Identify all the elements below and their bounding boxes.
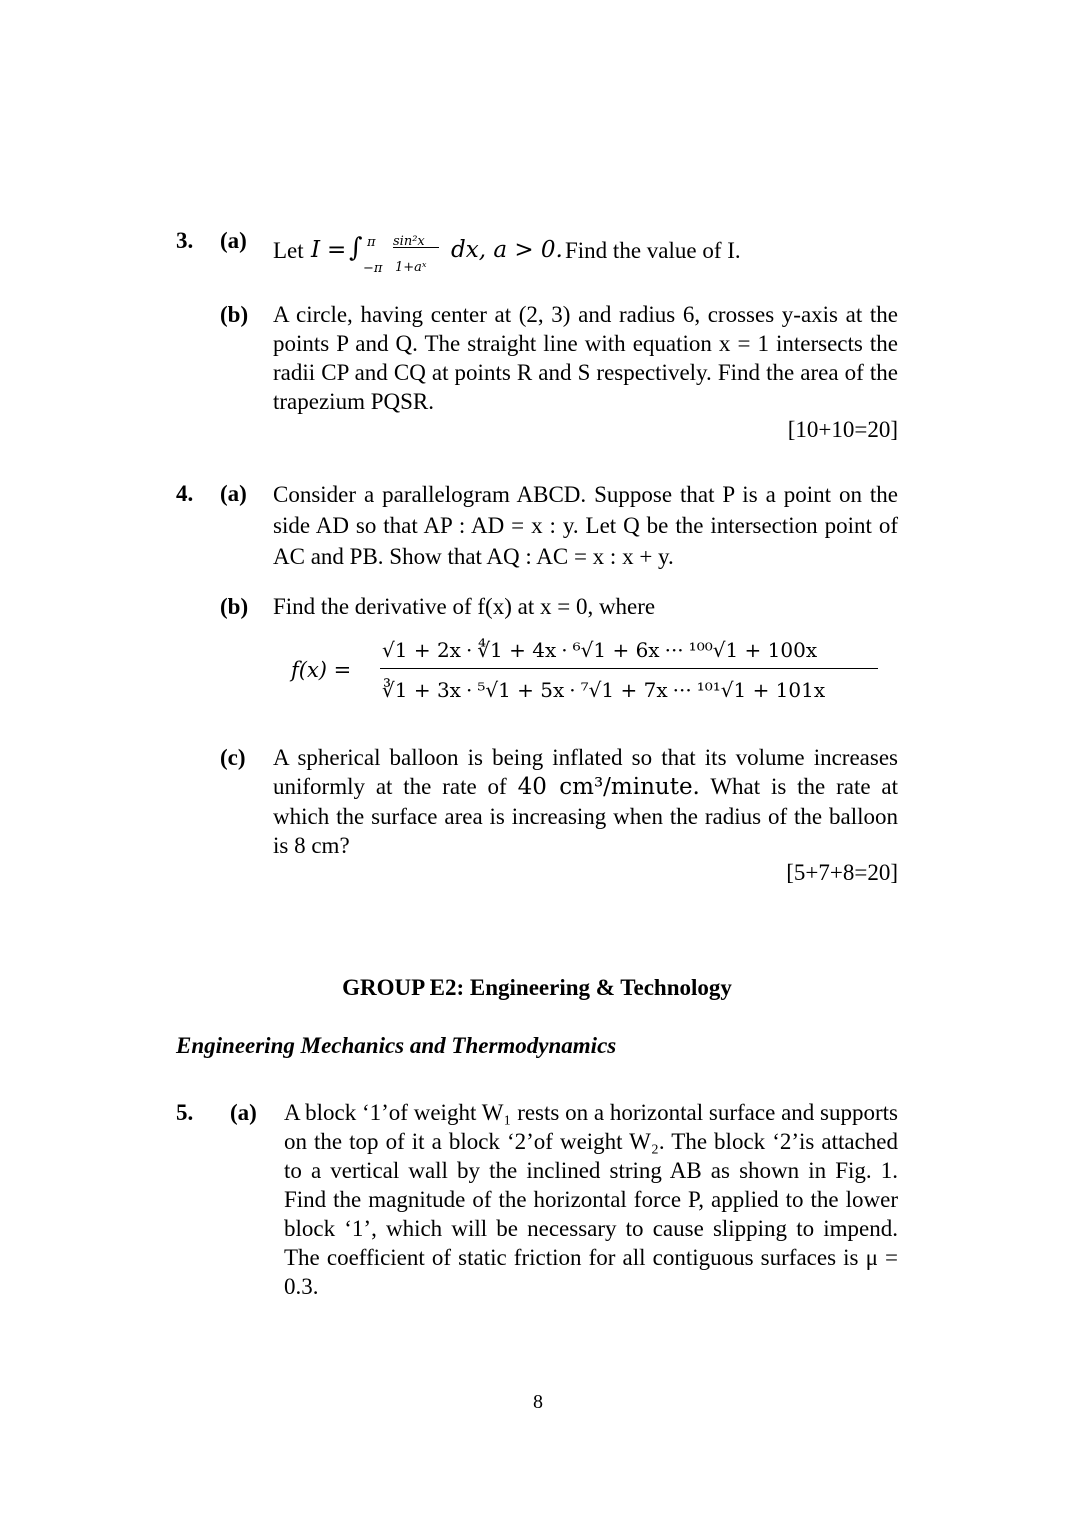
denominator-dot-1: · — [465, 678, 473, 702]
question-3b-text: A circle, having center at (2, 3) and radius 6, crosses y-axis at the points P and Q. The straight line with equation x = 1 intersects the radii CP and CQ at points R and S respectively. Find the area of the trapezium PQSR. — [273, 302, 898, 414]
question-5a-label: (a) — [230, 1100, 257, 1125]
numerator-ellipsis: ··· — [664, 638, 684, 662]
var-i: I — [311, 237, 321, 263]
question-3-number: 3. — [176, 228, 194, 253]
question-4b-text: Find the derivative of f(x) at x = 0, where — [273, 594, 656, 619]
question-4c-text-2: What is the rate at which the surface area is increasing when the radius of the balloon is 8 cm? — [273, 774, 899, 858]
numerator-dot-1: · — [465, 638, 473, 662]
dx-condition: dx, a > 0. — [451, 237, 563, 263]
denominator-term-4: ¹⁰¹√1 + 101x — [696, 678, 826, 702]
numerator-term-2: ∜1 + 4x — [477, 638, 557, 662]
question-4c-text — [273, 743, 898, 860]
section-heading: Engineering Mechanics and Thermodynamics — [176, 1033, 617, 1058]
numerator-dot-2: · — [561, 638, 568, 662]
fraction-bar — [393, 247, 439, 248]
integral-sign: ∫ — [349, 233, 363, 263]
question-3-marks: [10+10=20] — [787, 417, 898, 442]
question-5-number: 5. — [176, 1100, 194, 1125]
equals-sign: = — [327, 237, 347, 263]
formula-fraction-bar — [380, 668, 878, 669]
numerator-term-3: ⁶√1 + 6x — [572, 638, 660, 662]
denominator-ellipsis: ··· — [672, 678, 692, 702]
formula-lhs: f(x) = — [291, 658, 352, 682]
question-4a-text: Consider a parallelogram ABCD. Suppose that P is a point on the side AD so that AP : AD = x : y. Let Q be the intersection point of AC and PB. Show that AQ : AC = x : x + y. — [273, 482, 898, 569]
question-3a-label: (a) — [220, 228, 247, 253]
fraction-denominator: 1+aˣ — [395, 260, 427, 275]
upper-limit: π — [367, 235, 376, 250]
denominator-term-1: ∛1 + 3x — [382, 678, 461, 702]
inflation-rate: 40 cm³/minute. — [517, 774, 700, 800]
group-heading: GROUP E2: Engineering & Technology — [342, 975, 732, 1000]
find-value-text: Find the value of I. — [565, 238, 741, 263]
formula-denominator — [382, 676, 882, 706]
lower-limit: −π — [363, 261, 383, 276]
page-number: 8 — [533, 1391, 543, 1413]
question-4c-label: (c) — [220, 745, 246, 770]
numerator-term-4: ¹⁰⁰√1 + 100x — [688, 638, 818, 662]
question-4a-label: (a) — [220, 481, 247, 506]
question-3a-text — [273, 224, 913, 280]
denominator-term-2: ⁵√1 + 5x — [477, 678, 565, 702]
numerator-term-1: √1 + 2x — [382, 638, 461, 662]
question-4-marks: [5+7+8=20] — [786, 860, 898, 885]
question-4-number: 4. — [176, 481, 194, 506]
question-5a-text: A block ‘1’of weight W₁ rests on a horizontal surface and supports on the top of it a block ‘2’of weight W₂. The block ‘2’is attached to a vertical wall by the inclined string AB as shown in Fig. 1. Find the magnitude of the horizontal force P, applied to the lower block ‘1’, which will be necessary to cause slipping to impend. The coefficient of static friction for all contiguous surfaces is μ = 0.3. — [284, 1100, 898, 1299]
denominator-dot-2: · — [569, 678, 576, 702]
let-word: Let — [273, 238, 304, 263]
question-4b-label: (b) — [220, 594, 249, 619]
question-4c-text-1: A spherical balloon is being inflated so that its volume increases uniformly at the rate of — [273, 745, 898, 799]
fraction-numerator: sin²x — [393, 234, 425, 249]
formula-numerator — [382, 636, 882, 666]
denominator-term-3: ⁷√1 + 7x — [580, 678, 668, 702]
question-3b-label: (b) — [220, 302, 249, 327]
